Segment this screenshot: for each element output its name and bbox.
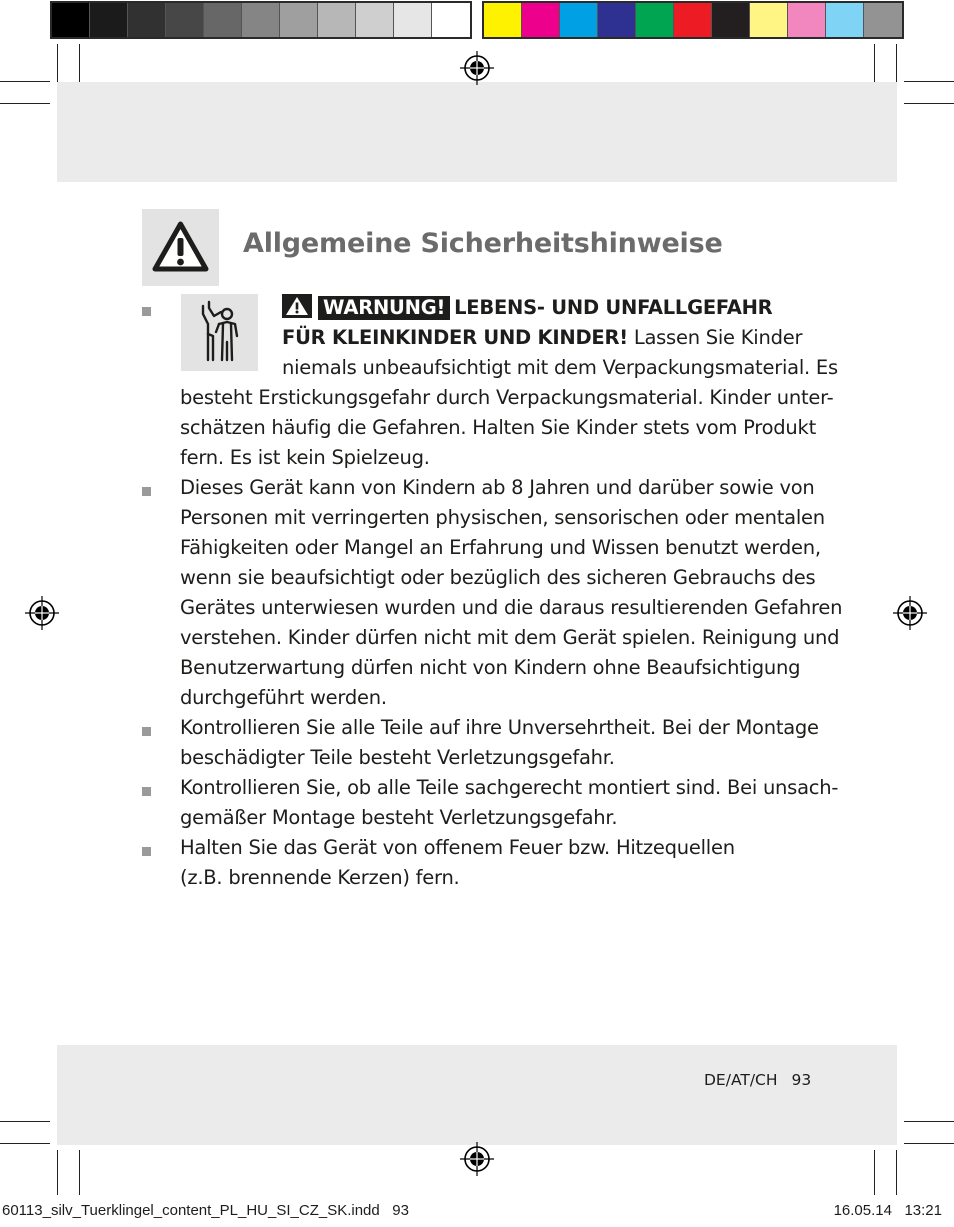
section-title: Allgemeine Sicherheitshinweise: [243, 228, 723, 259]
crop-mark: [904, 1143, 954, 1144]
color-swatch: [788, 3, 826, 37]
registration-mark-icon: [25, 596, 59, 630]
item1-text: Lassen Sie Kinder: [627, 326, 803, 349]
child-supervision-icon: [181, 294, 258, 371]
page-number: [704, 1071, 811, 1089]
item2-line: Personen mit verringerten physischen, sensorischen oder mentalen: [180, 506, 825, 529]
color-swatch: [750, 3, 788, 37]
item2-line: verstehen. Kinder dürfen nicht mit dem Gerät spielen. Reinigung und: [180, 626, 840, 649]
warning-headline-text: FÜR KLEINKINDER UND KINDER!: [282, 326, 628, 349]
color-swatch: [864, 3, 902, 37]
item3-line: Kontrollieren Sie alle Teile auf ihre Unversehrtheit. Bei der Montage: [180, 716, 819, 739]
item4-line: gemäßer Montage besteht Verletzungsgefahr.: [180, 806, 618, 829]
color-swatch: [560, 3, 598, 37]
item5-line: Halten Sie das Gerät von offenem Feuer bzw. Hitzequellen: [180, 836, 735, 859]
gray-swatch: [242, 3, 280, 37]
crop-mark: [904, 81, 954, 82]
crop-mark: [57, 1150, 58, 1195]
crop-mark: [874, 1150, 875, 1195]
warning-headline: [282, 293, 772, 323]
gray-swatch: [204, 3, 242, 37]
item1-line: [282, 323, 802, 353]
registration-mark-icon: [460, 1142, 494, 1176]
header-band: [57, 82, 897, 182]
item1-line: schätzen häufig die Gefahren. Halten Sie Kinder stets vom Produkt: [180, 416, 816, 439]
color-swatch: [522, 3, 560, 37]
warning-triangle-icon: [142, 209, 219, 286]
process-color-bar: [482, 1, 904, 39]
gray-swatch: [166, 3, 204, 37]
gray-swatch: [90, 3, 128, 37]
bullet: [142, 487, 151, 496]
crop-mark: [0, 103, 50, 104]
crop-mark: [0, 1121, 50, 1122]
item2-line: durchgeführt werden.: [180, 686, 387, 709]
item1-line: besteht Erstickungsgefahr durch Verpackungsmaterial. Kinder unter-: [180, 386, 834, 409]
section-warning-box: [142, 209, 219, 286]
page-number-value: 93: [791, 1071, 812, 1089]
gray-swatch: [128, 3, 166, 37]
item1-line: fern. Es ist kein Spielzeug.: [180, 446, 430, 469]
item2-line: wenn sie beaufsichtigt oder bezüglich des sicheren Gebrauchs des: [180, 566, 816, 589]
footer-band: [57, 1045, 897, 1145]
gray-swatch: [280, 3, 318, 37]
item2-line: Dieses Gerät kann von Kindern ab 8 Jahren und darüber sowie von: [180, 476, 815, 499]
color-swatch: [712, 3, 750, 37]
warning-headline-text: LEBENS- UND UNFALLGEFAHR: [454, 296, 773, 319]
registration-mark-icon: [893, 596, 927, 630]
crop-mark: [904, 103, 954, 104]
gray-swatch: [394, 3, 432, 37]
gray-swatch: [356, 3, 394, 37]
crop-mark: [0, 81, 50, 82]
item5-line: (z.B. brennende Kerzen) fern.: [180, 866, 460, 889]
color-swatch: [598, 3, 636, 37]
file-slug: 60113_silv_Tuerklingel_content_PL_HU_SI_CZ_SK.indd 93: [2, 1202, 409, 1219]
item2-line: Gerätes unterwiesen wurden und die daraus resultierenden Gefahren: [180, 596, 843, 619]
gray-swatch: [318, 3, 356, 37]
item2-line: Benutzerwartung dürfen nicht von Kindern ohne Beaufsichtigung: [180, 656, 801, 679]
color-swatch: [484, 3, 522, 37]
warning-tag: WARNUNG!: [318, 296, 450, 320]
item2-line: Fähigkeiten oder Mangel an Erfahrung und Wissen benutzt werden,: [180, 536, 821, 559]
warning-triangle-icon: [282, 294, 312, 318]
crop-mark: [0, 1143, 50, 1144]
bullet: [142, 727, 151, 736]
color-swatch: [674, 3, 712, 37]
color-swatch: [636, 3, 674, 37]
registration-mark-icon: [460, 51, 494, 85]
gray-swatch: [432, 3, 470, 37]
item1-line: niemals unbeaufsichtigt mit dem Verpackungsmaterial. Es: [282, 356, 838, 379]
gray-swatch: [52, 3, 90, 37]
grayscale-color-bar: [50, 1, 472, 39]
color-swatch: [826, 3, 864, 37]
item3-line: beschädigter Teile besteht Verletzungsgefahr.: [180, 746, 615, 769]
bullet: [142, 847, 151, 856]
timestamp-slug: 16.05.14 13:21: [833, 1202, 942, 1219]
crop-mark: [79, 1150, 80, 1195]
crop-mark: [896, 1150, 897, 1195]
bullet: [142, 307, 151, 316]
bullet: [142, 787, 151, 796]
item4-line: Kontrollieren Sie, ob alle Teile sachgerecht montiert sind. Bei unsach-: [180, 776, 839, 799]
crop-mark: [904, 1121, 954, 1122]
child-supervision-box: [181, 294, 258, 371]
page-region: DE/AT/CH: [704, 1071, 778, 1089]
